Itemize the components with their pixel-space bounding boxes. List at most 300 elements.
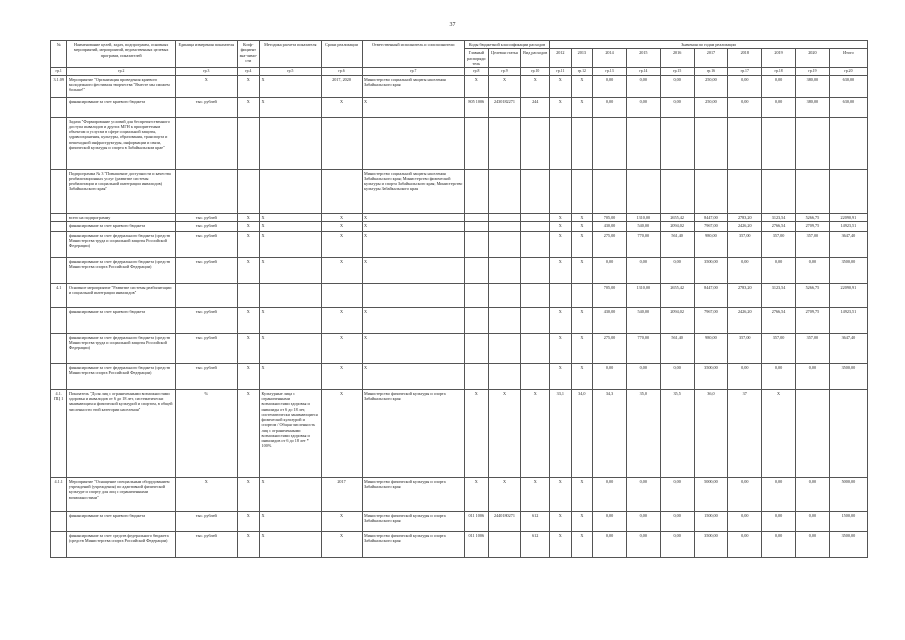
cell-method: Х [260,257,321,283]
column-number: гр.2 [67,68,176,76]
cell-exec: Х [362,231,464,257]
cell-name: Мероприятие "Оснащение специальным оборудованием учреждений (учреждения) по адаптивной физической культуре и спорту для лиц с ограниченными возможностями" [67,477,176,511]
cell-value: Х [571,257,593,283]
cell-unit: тыс. рублей [176,257,237,283]
cell-value: 3123,54 [762,213,796,221]
column-number: гр.13 [593,68,627,76]
cell-num: 4.1.1 [51,477,67,511]
cell-coef: Х [237,221,260,231]
cell-period [321,169,362,213]
cell-name: финансирование за счет краевого бюджета [67,511,176,531]
cell-exec: Х [362,257,464,283]
cell-value: 2709,75 [795,307,829,333]
header-year: 2012 [550,49,572,68]
cell-b2 [488,213,521,221]
cell-coef [237,283,260,307]
cell-method: Х [260,213,321,221]
cell-value [626,169,660,213]
cell-value: Х [571,97,593,117]
cell-value: 0,00 [762,477,796,511]
cell-value: 2783,20 [728,213,762,221]
cell-value: 8447,00 [694,213,728,221]
cell-value: 250,00 [694,75,728,97]
cell-b2 [488,231,521,257]
cell-num [51,363,67,389]
cell-value: 1500,00 [829,511,867,531]
cell-value: 0,00 [593,257,627,283]
cell-value: Х [571,231,593,257]
cell-value: Х [571,307,593,333]
cell-value [829,169,867,213]
cell-period [321,283,362,307]
cell-value: 0,00 [626,257,660,283]
cell-b3 [521,283,550,307]
cell-period [321,117,362,169]
cell-unit: Х [176,75,237,97]
cell-value: 2766,54 [762,307,796,333]
cell-value [795,389,829,477]
cell-name: финансирование за счет федерального бюджета (средств Министерства труда и социальной защиты Российской Федерации) [67,231,176,257]
cell-value: Х [550,231,572,257]
cell-value: 0,00 [762,257,796,283]
cell-value [762,169,796,213]
column-number: гр.8 [465,68,489,76]
table-row [51,511,868,531]
cell-method [260,283,321,307]
cell-name: финансирование за счет краевого бюджета [67,307,176,333]
table-row [51,389,868,477]
cell-coef: Х [237,231,260,257]
cell-b3 [521,333,550,363]
cell-unit [176,169,237,213]
table-row [51,231,868,257]
cell-num [51,117,67,169]
cell-value [593,169,627,213]
cell-value: Х [571,333,593,363]
cell-exec: Х [362,213,464,221]
header-total: Итого [829,49,867,68]
cell-b2 [488,363,521,389]
cell-b2: Х [488,75,521,97]
table-row [51,531,868,557]
cell-b1 [465,221,489,231]
cell-value: 275,00 [593,231,627,257]
column-number-row [51,68,868,76]
cell-value: 0,00 [593,97,627,117]
cell-value: 2655,42 [660,283,694,307]
cell-num [51,307,67,333]
header-name: Наименование целей, задач, подпрограмм, основных мероприятий, мероприятий, ведомственных целевых программ, показателей [67,41,176,68]
cell-value: 14923,51 [829,307,867,333]
cell-b1 [465,257,489,283]
cell-exec: Министерство физической культуры и спорта Забайкальского края [362,511,464,531]
cell-value: 561,40 [660,333,694,363]
cell-value [626,117,660,169]
cell-b3 [521,257,550,283]
cell-b3 [521,213,550,221]
cell-b3: Х [521,477,550,511]
cell-name: финансирование за счет федерального бюджета (средств Министерства спорта Российской Федерации) [67,363,176,389]
cell-value [571,283,593,307]
column-number: гр.16 [694,68,728,76]
cell-value: 540,00 [626,221,660,231]
cell-value: 357,00 [728,231,762,257]
cell-value: 35,5 [660,389,694,477]
cell-value: 540,00 [626,307,660,333]
cell-method: Х [260,333,321,363]
table-row [51,363,868,389]
cell-b2 [488,169,521,213]
cell-value: 0,00 [593,75,627,97]
cell-value: 0,00 [593,511,627,531]
cell-name: финансирование за счет средств федерального бюджета (средств Министерства спорта Российской Федерации) [67,531,176,557]
header-year: 2020 [795,49,829,68]
cell-value: 2426,20 [728,221,762,231]
cell-value [694,169,728,213]
header-year: 2018 [728,49,762,68]
cell-b1 [465,283,489,307]
cell-value: Х [550,257,572,283]
cell-value: 705,00 [593,213,627,221]
cell-b1: Х [465,477,489,511]
cell-name: финансирование за счет федерального бюджета (средств Министерства спорта Российской Федерации) [67,257,176,283]
header-method: Методика расчета показателя [260,41,321,68]
cell-b3 [521,363,550,389]
cell-period: 2017, 2020 [321,75,362,97]
cell-value [571,117,593,169]
cell-b2 [488,307,521,333]
cell-value: 3647,40 [829,231,867,257]
cell-b2: 2440180271 [488,511,521,531]
header-bc3: Вид расходов [521,49,550,68]
cell-value: 3647,40 [829,333,867,363]
cell-period: Х [321,221,362,231]
cell-value: Х [550,213,572,221]
cell-value: 1500,00 [694,511,728,531]
cell-value: 5266,75 [795,283,829,307]
cell-value: 0,00 [626,511,660,531]
cell-value: 0,00 [762,363,796,389]
cell-value: 0,00 [762,97,796,117]
cell-value: 0,00 [660,75,694,97]
cell-num [51,221,67,231]
cell-value [728,117,762,169]
cell-value: 0,00 [626,531,660,557]
cell-value: 35,0 [626,389,660,477]
cell-value: 980,00 [694,231,728,257]
column-number: гр.20 [829,68,867,76]
cell-value: 2426,20 [728,307,762,333]
cell-value: Х [550,75,572,97]
cell-name: Основное мероприятие "Развитие системы реабилитации и социальной интеграции инвалидов" [67,283,176,307]
cell-unit: тыс. рублей [176,531,237,557]
cell-coef: Х [237,257,260,283]
cell-value: 0,00 [593,477,627,511]
cell-period: Х [321,213,362,221]
column-number: гр.6 [321,68,362,76]
cell-value: 630,00 [829,75,867,97]
cell-b1: 805 1006 [465,97,489,117]
cell-b1 [465,307,489,333]
cell-method: Х [260,531,321,557]
cell-b1 [465,363,489,389]
page-number: 37 [449,22,456,28]
table-row [51,221,868,231]
cell-method: Культурные лица с ограниченными возможностями здоровья и инвалиды от 6 до 18 лет, систематически занимающиеся физической культурой и спортом / Общая численность лиц с ограниченными возможностями здоровья и инвалидов от 6 до 18 лет * 100% [260,389,321,477]
cell-exec: Министерство социальной защиты населения Забайкальского края; Министерство физической культуры и спорта Забайкальского края; Министерство культуры Забайкальского края [362,169,464,213]
cell-b1 [465,117,489,169]
cell-name: финансирование за счет краевого бюджета [67,221,176,231]
cell-value: 1310,00 [626,283,660,307]
cell-value [550,169,572,213]
cell-num: 4.1 [51,283,67,307]
table-row [51,283,868,307]
cell-method: Х [260,477,321,511]
cell-unit: тыс. рублей [176,231,237,257]
cell-exec: Министерство физической культуры и спорта Забайкальского края [362,389,464,477]
cell-value: 5000,00 [829,477,867,511]
cell-value: 2766,54 [762,221,796,231]
cell-value: 34,0 [571,389,593,477]
cell-value: Х [571,221,593,231]
cell-b1 [465,169,489,213]
cell-value: Х [550,531,572,557]
cell-value: 0,00 [626,97,660,117]
cell-b3 [521,307,550,333]
cell-value: 0,00 [728,257,762,283]
cell-coef: Х [237,307,260,333]
column-number: гр.10 [521,68,550,76]
cell-value: 357,00 [762,333,796,363]
cell-value: 3123,54 [762,283,796,307]
cell-b1: Х [465,75,489,97]
cell-value: 5266,75 [795,213,829,221]
column-number: гр.4 [237,68,260,76]
cell-value: 0,00 [660,477,694,511]
cell-coef [237,117,260,169]
cell-value: 357,00 [728,333,762,363]
cell-b3: Х [521,389,550,477]
table-row [51,75,868,97]
cell-value: 0,00 [728,97,762,117]
cell-value: 275,00 [593,333,627,363]
cell-method: Х [260,221,321,231]
cell-method [260,169,321,213]
cell-unit [176,117,237,169]
cell-value: 0,00 [762,531,796,557]
cell-b1 [465,213,489,221]
header-bc1: Главный распорядитель [465,49,489,68]
cell-unit: тыс. рублей [176,333,237,363]
cell-coef: Х [237,333,260,363]
cell-method [260,117,321,169]
table-row [51,213,868,221]
cell-value: 630,00 [829,97,867,117]
cell-value: 0,00 [593,531,627,557]
cell-unit: тыс. рублей [176,511,237,531]
cell-coef: Х [237,97,260,117]
cell-coef: Х [237,531,260,557]
cell-exec: Х [362,307,464,333]
cell-coef: Х [237,511,260,531]
header-budget-codes: Коды бюджетной классификации расходов [465,41,550,49]
cell-num [51,169,67,213]
cell-b2 [488,257,521,283]
cell-value: 8447,00 [694,283,728,307]
cell-name: Мероприятие "Организация проведения краевого молодежного фестиваля творчества "Вместе мы сможем больше!" [67,75,176,97]
header-year: 2017 [694,49,728,68]
cell-name: финансирование за счет краевого бюджета [67,97,176,117]
cell-b3 [521,221,550,231]
cell-b3 [521,117,550,169]
header-coef: Коэф-фициент зна-чимо-сти [237,41,260,68]
cell-value: 0,00 [626,75,660,97]
cell-value: 0,00 [660,97,694,117]
cell-name: финансирование за счет федерального бюджета (средств Министерства труда и социальной защиты Российской Федерации) [67,333,176,363]
cell-value: 3500,00 [694,257,728,283]
cell-coef: Х [237,213,260,221]
cell-method: Х [260,75,321,97]
cell-value: Х [571,531,593,557]
cell-name: Показатель "Доля лиц с ограниченными возможностями здоровья и инвалидов от 6 до 18 лет, систематически занимающихся физической культурой и спортом, в общей численности этой категории населения" [67,389,176,477]
cell-value [795,117,829,169]
cell-value [795,169,829,213]
cell-value: 357,00 [795,231,829,257]
table-row [51,257,868,283]
cell-value: Х [571,363,593,389]
cell-num [51,97,67,117]
cell-b3 [521,169,550,213]
column-number: гр.5 [260,68,321,76]
cell-value: 2094,02 [660,221,694,231]
cell-exec: Министерство физической культуры и спорта Забайкальского края [362,477,464,511]
cell-value: 357,00 [795,333,829,363]
cell-value: 380,00 [795,97,829,117]
cell-value: Х [550,97,572,117]
cell-value: 0,00 [762,511,796,531]
cell-value [550,283,572,307]
cell-value: 7967,00 [694,307,728,333]
cell-value: 3500,00 [829,257,867,283]
cell-value: 0,00 [728,477,762,511]
cell-value: 3500,00 [694,531,728,557]
cell-value: Х [550,307,572,333]
cell-num [51,231,67,257]
cell-value: 3500,00 [829,531,867,557]
cell-b1 [465,231,489,257]
cell-value: 0,00 [593,363,627,389]
cell-b2 [488,531,521,557]
cell-value: 2655,42 [660,213,694,221]
cell-exec [362,117,464,169]
cell-value: 250,00 [694,97,728,117]
header-period: Сроки реализации [321,41,362,68]
cell-num [51,257,67,283]
cell-value: 0,00 [660,363,694,389]
cell-name: всего на подпрограмму [67,213,176,221]
cell-value: 22090,91 [829,213,867,221]
column-number: гр.11 [550,68,572,76]
table-row [51,333,868,363]
cell-value: 430,00 [593,221,627,231]
cell-method: Х [260,511,321,531]
cell-value [660,117,694,169]
cell-value: 770,00 [626,333,660,363]
cell-value: 357,00 [762,231,796,257]
cell-value [829,389,867,477]
cell-coef: Х [237,363,260,389]
cell-value: 0,00 [762,75,796,97]
cell-value: 2783,20 [728,283,762,307]
cell-exec [362,283,464,307]
cell-value: 1310,00 [626,213,660,221]
cell-period: Х [321,363,362,389]
column-number: гр.9 [488,68,521,76]
cell-num: 4.1. ПЦ 1 [51,389,67,477]
cell-value: 561,40 [660,231,694,257]
cell-value: 980,00 [694,333,728,363]
cell-value: Х [571,511,593,531]
cell-num [51,333,67,363]
cell-period: Х [321,97,362,117]
cell-value [550,117,572,169]
cell-b2: Х [488,389,521,477]
cell-value: 5000,00 [694,477,728,511]
cell-method: Х [260,97,321,117]
cell-b1: Х [465,389,489,477]
cell-unit: тыс. рублей [176,213,237,221]
cell-exec: Х [362,333,464,363]
table-row [51,117,868,169]
cell-coef: Х [237,75,260,97]
cell-value: Х [571,213,593,221]
column-number: гр.3 [176,68,237,76]
cell-value: Х [550,477,572,511]
column-number: гр.18 [762,68,796,76]
cell-value [728,169,762,213]
cell-value: Х [571,75,593,97]
cell-period: Х [321,511,362,531]
cell-value: Х [550,221,572,231]
cell-b2: Х [488,477,521,511]
cell-unit: % [176,389,237,477]
cell-value: 34,3 [593,389,627,477]
cell-value: Х [550,333,572,363]
cell-unit: Х [176,477,237,511]
cell-period: Х [321,531,362,557]
cell-b2 [488,221,521,231]
cell-name: Задача "Формирование условий для беспрепятственного доступа инвалидов и других МГН к приоритетным объектам и услугам в сфере социальной защиты, здравоохранения, культуры, образования, транспорта и пешеходной инфраструктуры, информации и связи, физической культуры и спорта в Забайкальском крае" [67,117,176,169]
table-row [51,307,868,333]
header-num: № [51,41,67,68]
cell-unit: тыс. рублей [176,307,237,333]
cell-unit: тыс. рублей [176,97,237,117]
cell-num: 3.1.09 [51,75,67,97]
cell-b3: Х [521,75,550,97]
cell-exec: Министерство социальной защиты населения Забайкальского края [362,75,464,97]
cell-value: Х [762,389,796,477]
header-exec: Ответственный исполнитель и соисполнители [362,41,464,68]
header-year: 2014 [593,49,627,68]
cell-value: 36,0 [694,389,728,477]
cell-period: Х [321,231,362,257]
cell-value: 14923,51 [829,221,867,231]
cell-value [829,117,867,169]
table-row [51,97,868,117]
cell-b3: 612 [521,511,550,531]
cell-value [694,117,728,169]
cell-value: 0,00 [795,363,829,389]
